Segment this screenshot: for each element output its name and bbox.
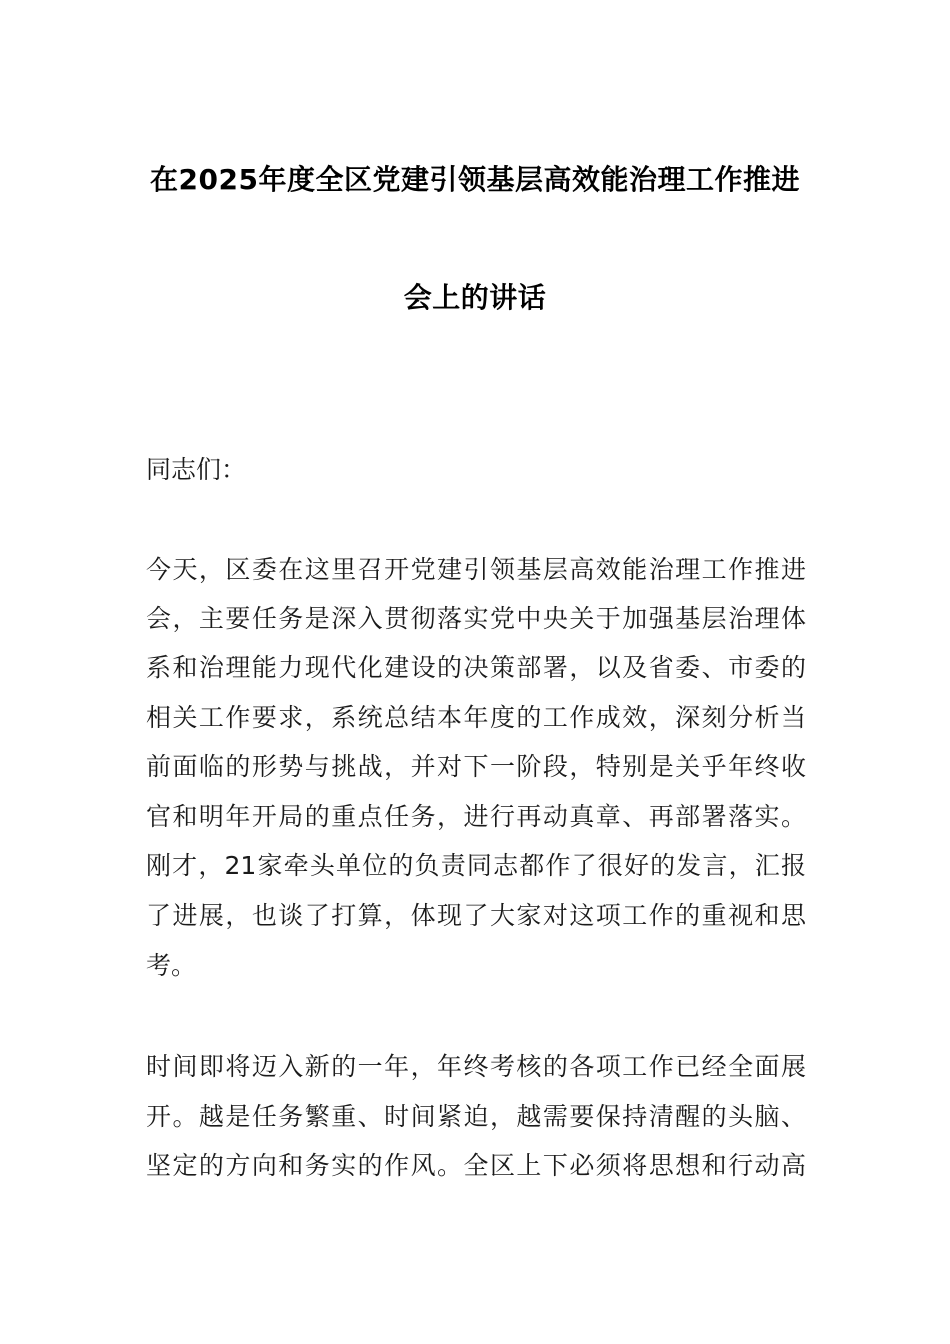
- paragraph-1-line-1: 今天，区委在这里召开党建引领基层高效能治理工作推进: [146, 555, 806, 584]
- paragraph-1-line-5: 前面临的形势与挑战，并对下一阶段，特别是关乎年终收: [146, 752, 806, 781]
- paragraph-2-line-1: 时间即将迈入新的一年，年终考核的各项工作已经全面展: [146, 1052, 806, 1081]
- paragraph-1-line-9: 考。: [146, 951, 197, 980]
- salutation: 同志们：: [146, 455, 247, 484]
- document-title-line-1: 在2025年度全区党建引领基层高效能治理工作推进: [150, 163, 800, 196]
- paragraph-1-line-2: 会，主要任务是深入贯彻落实党中央关于加强基层治理体: [146, 604, 806, 633]
- paragraph-1-line-3: 系和治理能力现代化建设的决策部署，以及省委、市委的: [146, 653, 806, 682]
- paragraph-2-line-3: 坚定的方向和务实的作风。全区上下必须将思想和行动高: [146, 1151, 806, 1180]
- paragraph-1-line-6: 官和明年开局的重点任务，进行再动真章、再部署落实。: [146, 802, 806, 831]
- paragraph-1-line-7: 刚才，21家牵头单位的负责同志都作了很好的发言，汇报: [146, 851, 806, 880]
- paragraph-1-line-4: 相关工作要求，系统总结本年度的工作成效，深刻分析当: [146, 703, 806, 732]
- paragraph-2-line-2: 开。越是任务繁重、时间紧迫，越需要保持清醒的头脑、: [146, 1102, 806, 1131]
- document-title-line-2: 会上的讲话: [403, 281, 547, 314]
- paragraph-1-line-8: 了进展，也谈了打算，体现了大家对这项工作的重视和思: [146, 901, 806, 930]
